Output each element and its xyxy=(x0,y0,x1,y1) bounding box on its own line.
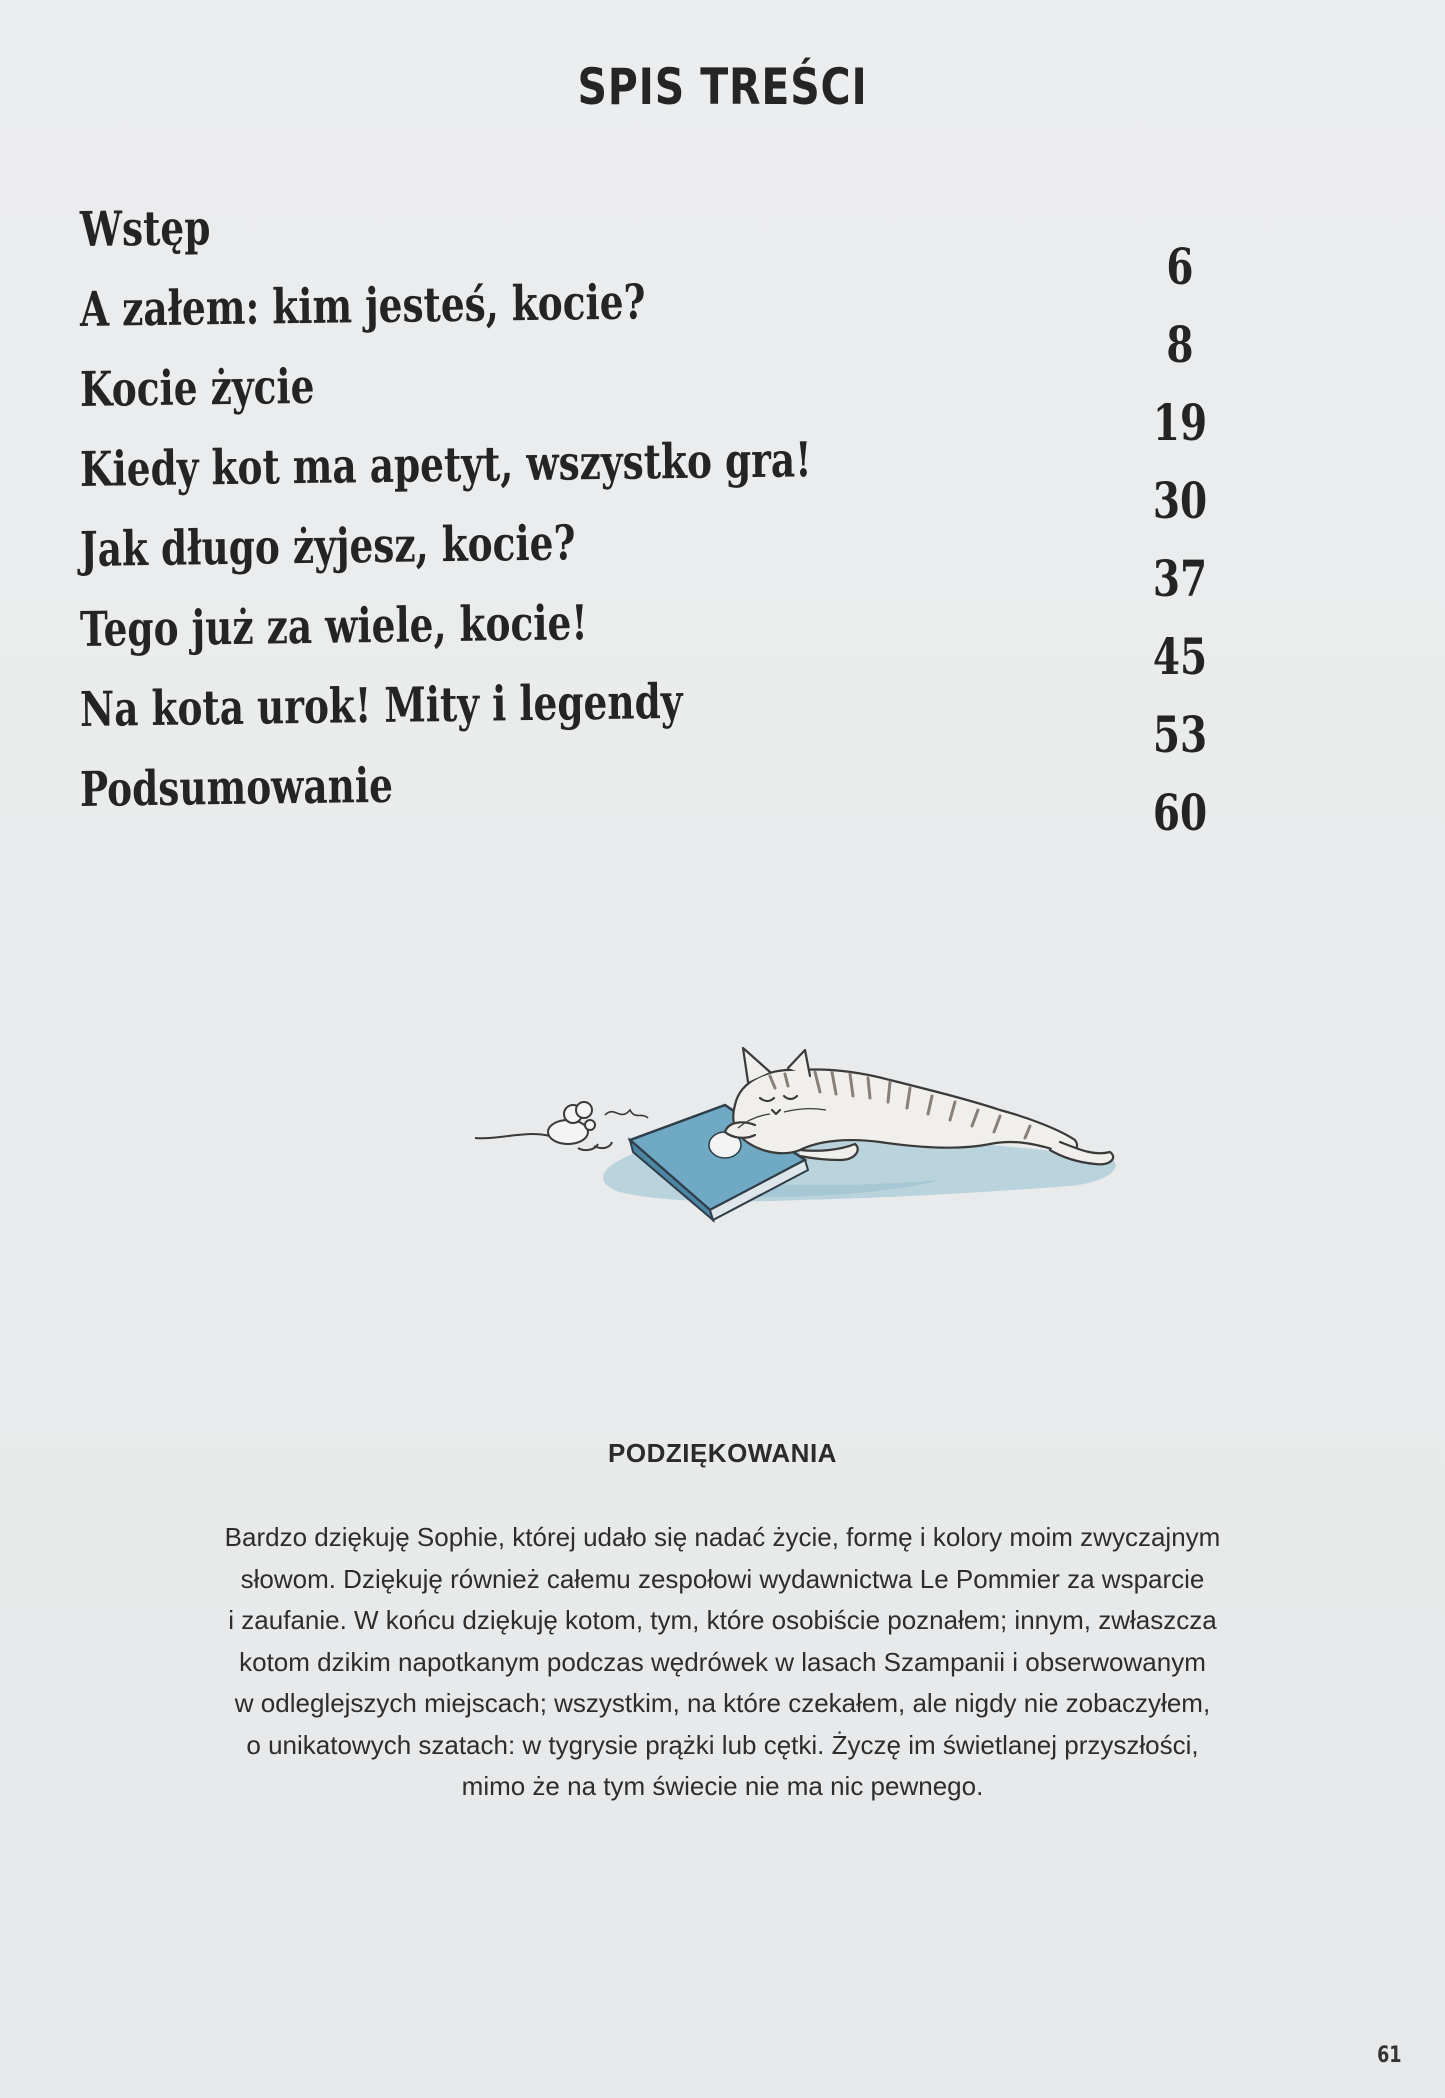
toc-entry-title: Na kota urok! Mity i legendy xyxy=(79,673,683,738)
toc-entry-title: Jak długo żyjesz, kocie? xyxy=(79,515,576,578)
page-number: 61 xyxy=(1377,2043,1402,2068)
toc-page-numbers xyxy=(1110,228,1250,852)
acknowledgements-line: mimo że na tym świecie nie ma nic pewnego. xyxy=(461,1771,984,1801)
toc-entry-title: A załem: kim jesteś, kocie? xyxy=(79,274,646,338)
mouse-tail xyxy=(475,1134,550,1138)
toc-entry-title: Tego już za wiele, kocie! xyxy=(79,595,588,658)
toc-entry-title: Podsumowanie xyxy=(79,757,394,818)
acknowledgements-line: w odleglejszych miejscach; wszystkim, na które czekałem, ale nigdy nie zobaczyłem, xyxy=(234,1688,1211,1718)
toc-entry-page-number: 19 xyxy=(1152,393,1208,452)
toc-entry-page-number: 60 xyxy=(1152,783,1208,842)
toc-entry-page-number: 37 xyxy=(1152,549,1208,608)
toc-entry-titles xyxy=(80,190,980,830)
cat xyxy=(725,1048,1113,1164)
sleeping-cat-on-book-icon xyxy=(470,1010,1130,1230)
acknowledgements-line: i zaufanie. W końcu dziękuję kotom, tym, które osobiście poznałem; innym, zwłaszcza xyxy=(228,1605,1217,1635)
toc-entry-title: Wstęp xyxy=(79,200,211,258)
toc-entry-page-number: 8 xyxy=(1166,315,1194,374)
mouse xyxy=(548,1102,612,1150)
toc-entry-page-number: 6 xyxy=(1166,237,1194,296)
toc-entry-page-number: 45 xyxy=(1152,627,1208,686)
toc-entry-title: Kiedy kot ma apetyt, wszystko gra! xyxy=(79,432,812,498)
toc-entry-title: Kocie życie xyxy=(79,358,315,418)
acknowledgements-paragraph xyxy=(150,1517,1295,1808)
acknowledgements-line: o unikatowych szatach: w tygrysie prążki lub cętki. Życzę im świetlanej przyszłości, xyxy=(246,1729,1199,1760)
acknowledgements-line: słowom. Dziękuję również całemu zespołowi wydawnictwa Le Pommier za wsparcie xyxy=(240,1563,1205,1594)
toc-entry-page-number: 53 xyxy=(1152,705,1208,764)
toc-title: SPIS TREŚCI xyxy=(577,58,868,116)
acknowledgements-heading: PODZIĘKOWANIA xyxy=(608,1438,837,1468)
acknowledgements-line: kotom dzikim napotkanym podczas wędrówek w lasach Szampanii i obserwowanym xyxy=(239,1646,1206,1677)
acknowledgements-line: Bardzo dziękuję Sophie, której udało się nadać życie, formę i kolory moim zwyczajnym xyxy=(224,1522,1221,1552)
toc-entry-page-number: 30 xyxy=(1152,471,1208,530)
